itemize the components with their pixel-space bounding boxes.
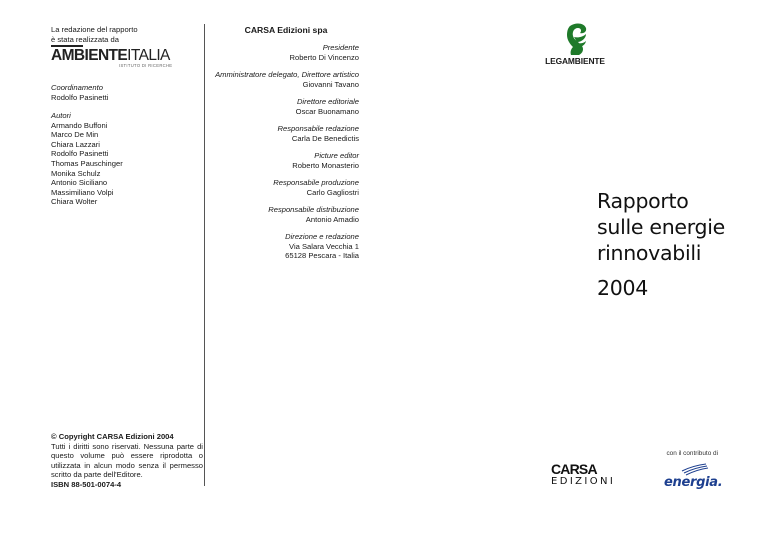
copyright-text: Tutti i diritti sono riservati. Nessuna parte di questo volume può essere riprodotta o utilizzata in alcun modo senza il permesso scritto da parte dell'Editore.	[51, 441, 203, 480]
ambiente-logo-bar	[51, 45, 83, 47]
credit-amministratore	[203, 70, 359, 89]
carsa-edizioni-logo	[551, 461, 616, 487]
author-name: Marco De Min	[51, 130, 99, 140]
author-name: Armando Buffoni	[51, 120, 108, 130]
author-name: Chiara Lazzari	[51, 139, 100, 149]
isbn: ISBN 88-501-0074-4	[51, 479, 122, 489]
credit-name: Roberto Monasterio	[292, 160, 359, 170]
credit-direzione-redazione	[213, 232, 359, 261]
credit-role: Responsabile distribuzione	[268, 205, 359, 214]
title-line-1: Rapporto	[597, 189, 689, 213]
copyright-title: © Copyright CARSA Edizioni 2004	[51, 432, 174, 441]
authors-role: Autori	[51, 111, 71, 120]
ambiente-logo-sub: ISTITUTO DI RICERCHE	[119, 63, 173, 68]
intro-line-2: è stata realizzata da	[51, 34, 119, 44]
coordinamento-name: Rodolfo Pasinetti	[51, 92, 109, 102]
credit-responsabile-produzione	[213, 178, 359, 197]
credit-name: Carlo Gagliostri	[306, 187, 359, 197]
credit-name: Roberto Di Vincenzo	[289, 52, 359, 62]
energia-wordmark: energia.	[664, 475, 723, 490]
title-year: 2004	[597, 276, 648, 300]
credit-address-line: Via Salara Vecchia 1	[289, 241, 359, 251]
carsa-logo-sub: EDIZIONI	[551, 476, 616, 487]
contributo-label: con il contributo di	[666, 450, 718, 457]
credit-role: Responsabile produzione	[273, 178, 359, 187]
title-line-2: sulle energie	[597, 215, 725, 239]
coordinamento-role: Coordinamento	[51, 83, 103, 92]
credit-picture-editor	[213, 151, 359, 170]
author-name: Rodolfo Pasinetti	[51, 149, 109, 159]
copyright-block	[51, 432, 203, 490]
intro-line-1: La redazione del rapporto	[51, 25, 138, 34]
credit-role: Picture editor	[314, 151, 359, 160]
credit-address-line: 65128 Pescara - Italia	[285, 251, 359, 261]
credit-name: Giovanni Tavano	[302, 79, 359, 89]
credit-role: Amministratore delegato, Direttore artistico	[215, 70, 359, 79]
intro-text	[51, 25, 203, 44]
author-name: Monika Schulz	[51, 168, 101, 178]
author-name: Chiara Wolter	[51, 197, 98, 207]
title-line-3: rinnovabili	[597, 241, 702, 265]
credit-role: Direttore editoriale	[296, 97, 359, 106]
ambiente-logo-thin: ITALIA	[127, 47, 170, 64]
credit-responsabile-distribuzione	[213, 205, 359, 224]
carsa-logo-name: CARSA	[551, 461, 597, 477]
authors-block	[51, 111, 123, 207]
credit-presidente	[213, 43, 359, 62]
author-name: Thomas Pauschinger	[51, 158, 123, 168]
credit-name: Oscar Buonamano	[295, 106, 359, 116]
author-name: Massimiliano Volpi	[51, 187, 114, 197]
coordinamento-block	[51, 83, 108, 102]
publisher-name: CARSA Edizioni spa	[244, 25, 328, 35]
column-divider	[204, 24, 205, 486]
ambiente-italia-logo	[51, 47, 173, 71]
credit-direttore-editoriale	[213, 97, 359, 116]
author-name: Antonio Siciliano	[51, 178, 108, 188]
credit-name: Antonio Amadio	[305, 214, 359, 224]
ambiente-logo-bold: AMBIENTE	[51, 47, 128, 64]
legambiente-name: LEGAMBIENTE	[545, 56, 605, 66]
credit-responsabile-redazione	[213, 124, 359, 143]
credit-role: Responsabile redazione	[277, 124, 359, 133]
credit-role: Presidente	[322, 43, 359, 52]
credit-name: Carla De Benedictis	[291, 133, 359, 143]
book-title	[597, 188, 725, 301]
credit-role: Direzione e redazione	[285, 232, 359, 241]
